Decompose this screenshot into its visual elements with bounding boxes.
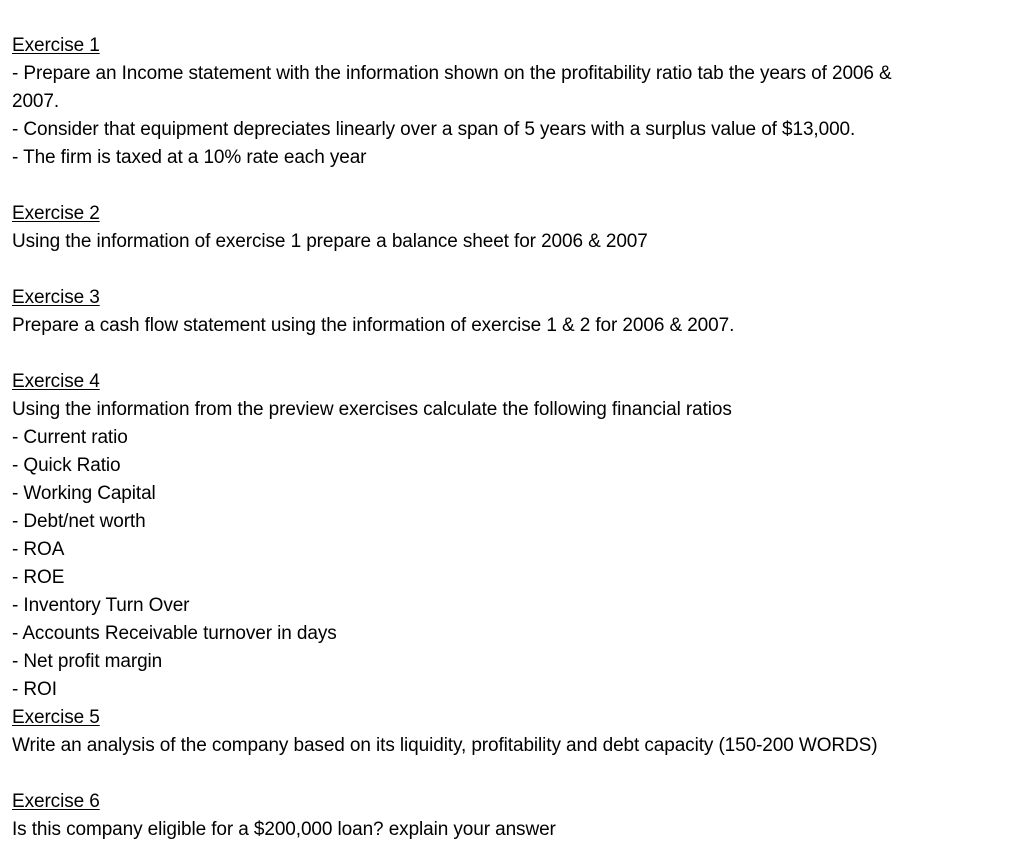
ratio-list-item: - Working Capital: [12, 483, 156, 504]
exercise-4-heading: Exercise 4: [12, 371, 100, 392]
spacer: [12, 256, 1022, 284]
exercise-2-heading: Exercise 2: [12, 203, 100, 224]
exercise-1-line: - Prepare an Income statement with the information shown on the profitability ratio tab the years of 2006 &: [12, 63, 892, 84]
spacer: [12, 760, 1022, 788]
exercise-2-line: Using the information of exercise 1 prepare a balance sheet for 2006 & 2007: [12, 231, 648, 252]
ratio-list-item: - Inventory Turn Over: [12, 595, 190, 616]
ratio-list-item: - Current ratio: [12, 427, 128, 448]
ratio-list-item: - ROI: [12, 679, 57, 700]
exercise-3-heading: Exercise 3: [12, 287, 100, 308]
exercise-1-heading: Exercise 1: [12, 35, 100, 56]
exercise-5-heading: Exercise 5: [12, 707, 100, 728]
exercise-1-line: - The firm is taxed at a 10% rate each year: [12, 147, 367, 168]
exercise-4-line: Using the information from the preview exercises calculate the following financial ratios: [12, 399, 732, 420]
exercise-1-line: - Consider that equipment depreciates linearly over a span of 5 years with a surplus value of $13,000.: [12, 119, 856, 140]
ratio-list-item: - Accounts Receivable turnover in days: [12, 623, 337, 644]
document-page: [12, 32, 1022, 844]
exercise-1-line: 2007.: [12, 91, 60, 112]
ratio-list-item: - Net profit margin: [12, 651, 163, 672]
spacer: [12, 172, 1022, 200]
ratio-list-item: - ROA: [12, 539, 65, 560]
ratio-list-item: - Debt/net worth: [12, 511, 146, 532]
exercise-6-line: Is this company eligible for a $200,000 loan? explain your answer: [12, 819, 556, 840]
exercise-6-heading: Exercise 6: [12, 791, 100, 812]
ratio-list-item: - Quick Ratio: [12, 455, 121, 476]
exercise-5-line: Write an analysis of the company based on its liquidity, profitability and debt capacity (150-200 WORDS): [12, 735, 878, 756]
exercise-3-line: Prepare a cash flow statement using the information of exercise 1 & 2 for 2006 & 2007.: [12, 315, 735, 336]
ratio-list-item: - ROE: [12, 567, 65, 588]
spacer: [12, 340, 1022, 368]
